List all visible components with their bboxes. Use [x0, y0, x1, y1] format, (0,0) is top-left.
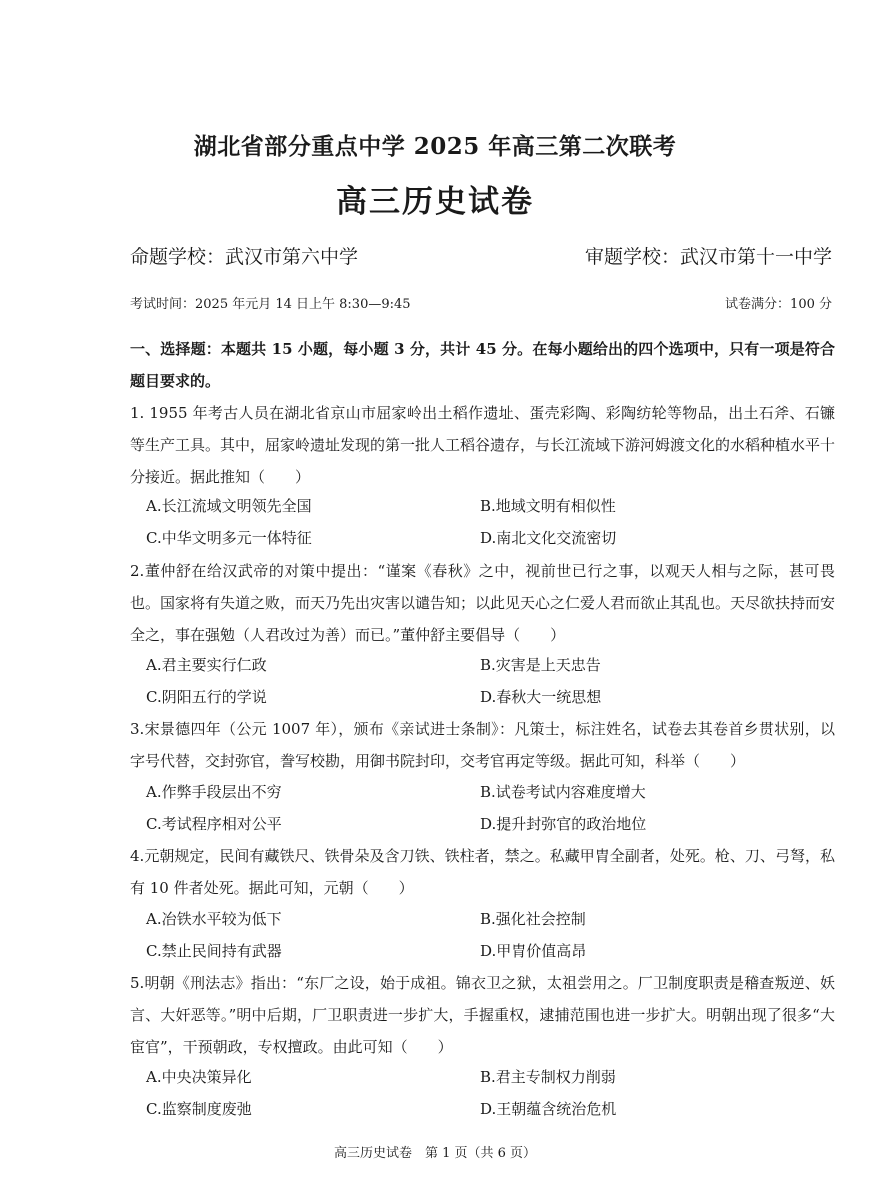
question-4-option-d: D.甲胄价值高昂: [480, 942, 587, 960]
question-2-option-d: D.春秋大一统思想: [480, 688, 602, 706]
reviewer-school: 审题学校：武汉市第十一中学: [584, 246, 832, 268]
question-3-option-c: C.考试程序相对公平: [146, 815, 282, 833]
question-2-option-c: C.阴阳五行的学说: [146, 688, 267, 706]
exam-time: 考试时间：2025 年元月 14 日上午 8:30—9:45: [130, 297, 411, 312]
question-4-stem: 4.元朝规定，民间有藏铁尺、铁骨朵及含刀铁、铁柱者，禁之。私藏甲胄全副者，处死。枪、刀、弓弩，私有 10 件者处死。据此可知，元朝（ ）: [130, 847, 835, 897]
question-5-option-b: B.君主专制权力削弱: [480, 1068, 616, 1086]
question-1-option-b: B.地域文明有相似性: [480, 497, 616, 515]
question-3-stem: 3.宋景德四年（公元 1007 年），颁布《亲试进士条制》：凡策士，标注姓名，试卷去其卷首乡贯状别，以字号代替，交封弥官，誊写校勘，用御书院封印，交考官再定等级。据此可知，科举（ ）: [130, 720, 835, 770]
question-4-option-a: A.冶铁水平较为低下: [146, 910, 282, 928]
exam-title: 湖北省部分重点中学 2025 年高三第二次联考: [193, 133, 677, 160]
question-3-option-a: A.作弊手段层出不穷: [146, 783, 282, 801]
section-heading: 一、选择题：本题共 15 小题，每小题 3 分，共计 45 分。在每小题给出的四个选项中，只有一项是符合题目要求的。: [130, 340, 835, 390]
question-1-option-c: C.中华文明多元一体特征: [146, 529, 312, 547]
question-5-option-c: C.监察制度废弛: [146, 1100, 252, 1118]
question-2-option-a: A.君主要实行仁政: [146, 656, 267, 674]
question-1-option-d: D.南北文化交流密切: [480, 529, 617, 547]
question-5-stem: 5.明朝《刑法志》指出：“东厂之设，始于成祖。锦衣卫之狱，太祖尝用之。厂卫制度职责是稽查叛逆、妖言、大奸恶等。”明中后期，厂卫职责进一步扩大，手握重权，逮捕范围也进一步扩大。明朝出现了很多“大宦官”，干预朝政，专权擅政。由此可知（ ）: [130, 974, 835, 1056]
question-4-option-b: B.强化社会控制: [480, 910, 586, 928]
question-4-option-c: C.禁止民间持有武器: [146, 942, 282, 960]
question-1-option-a: A.长江流域文明领先全国: [146, 497, 312, 515]
page-footer: 高三历史试卷 第 1 页（共 6 页）: [333, 1146, 537, 1161]
question-3-option-d: D.提升封弥官的政治地位: [480, 815, 647, 833]
question-5-option-d: D.王朝蕴含统治危机: [480, 1100, 617, 1118]
question-5-option-a: A.中央决策异化: [146, 1068, 252, 1086]
question-2-stem: 2.董仲舒在给汉武帝的对策中提出：“谨案《春秋》之中，视前世已行之事，以观天人相与之际，甚可畏也。国家将有失道之败，而天乃先出灾害以谴告知；以此见天心之仁爱人君而欲止其乱也。天尽欲扶持而安全之，事在强勉（人君改过为善）而已。”董仲舒主要倡导（ ）: [130, 562, 836, 644]
question-2-option-b: B.灾害是上天忠告: [480, 656, 601, 674]
setter-school: 命题学校：武汉市第六中学: [130, 246, 359, 268]
question-3-option-b: B.试卷考试内容难度增大: [480, 783, 646, 801]
subject-title: 高三历史试卷: [336, 184, 534, 220]
question-1-stem: 1. 1955 年考古人员在湖北省京山市屈家岭出土稻作遗址、蛋壳彩陶、彩陶纺轮等物品，出土石斧、石镰等生产工具。其中，屈家岭遗址发现的第一批人工稻谷遗存，与长江流域下游河姆渡文化的水稻种植水平十分接近。据此推知（ ）: [130, 404, 836, 486]
full-score: 试卷满分：100 分: [725, 297, 832, 312]
